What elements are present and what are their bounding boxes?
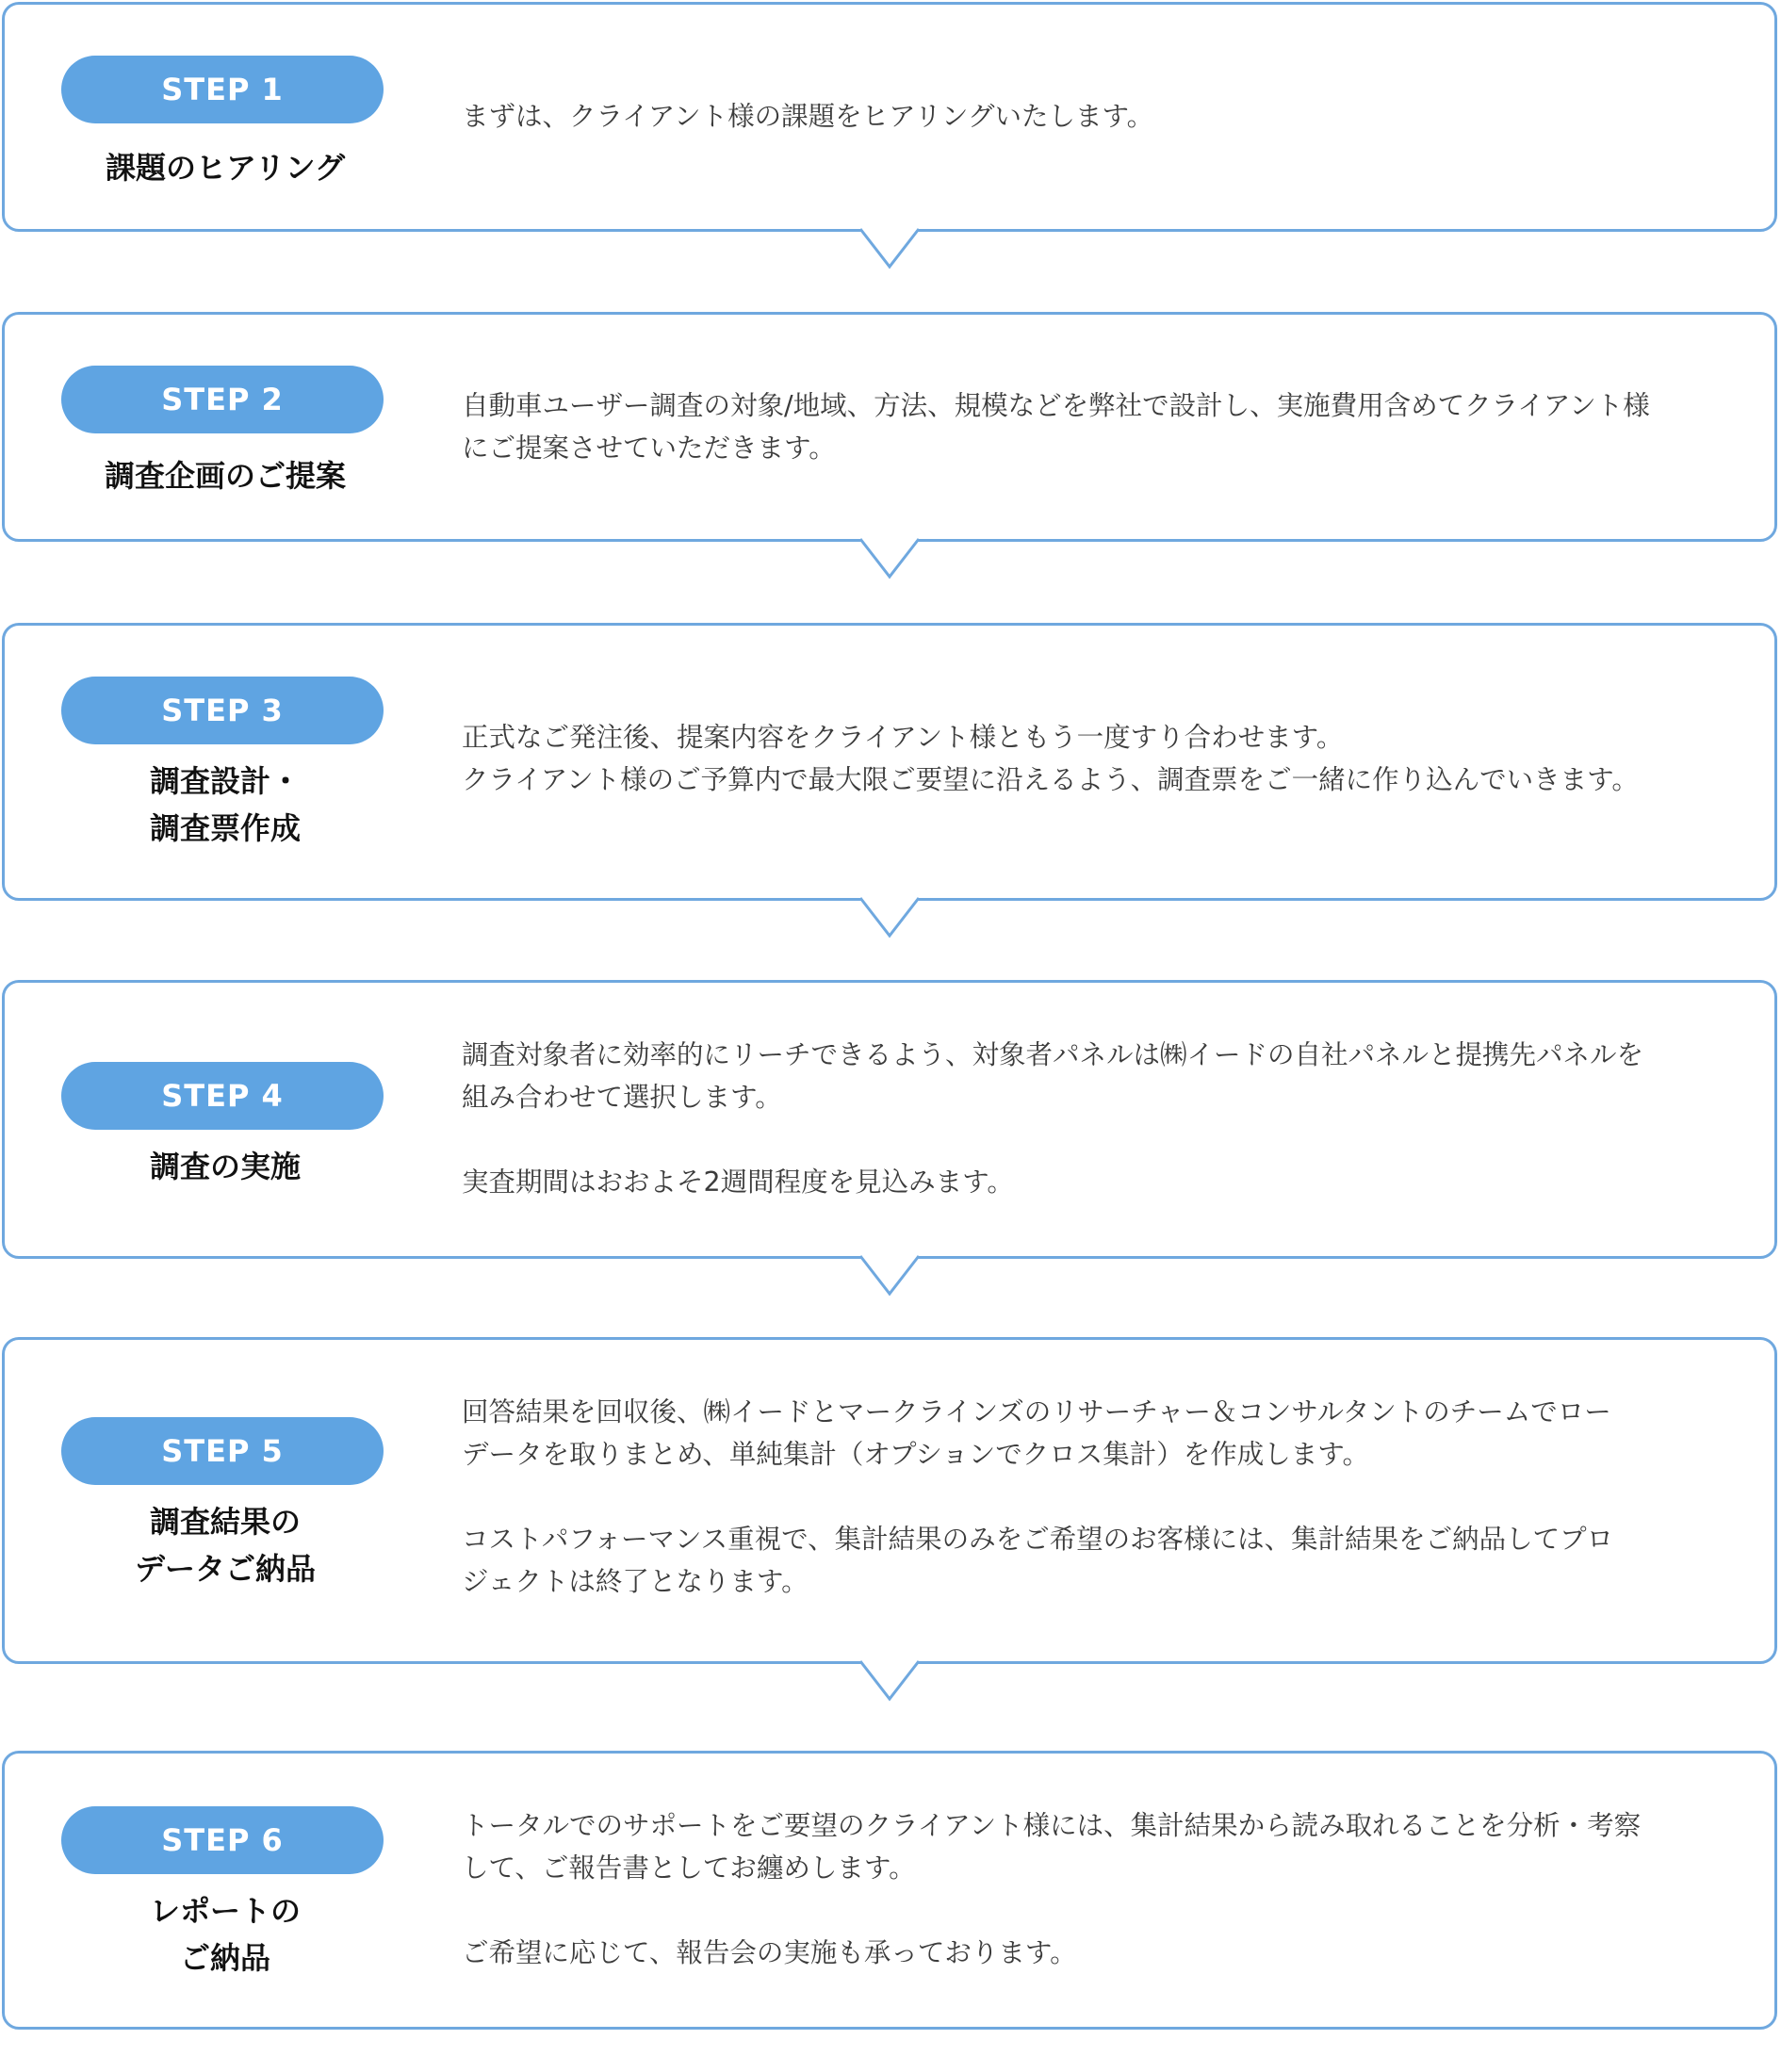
description-line: トータルでのサポートをご要望のクライアント様には、集計結果から読み取れることを分析・考察: [462, 1810, 1642, 1841]
step-card-1: [2, 2, 1777, 232]
description-line: クライアント様のご予算内で最大限ご要望に沿えるよう、調査票をご一緒に作り込んでいきます。: [462, 764, 1639, 795]
step-description: [462, 384, 1724, 469]
step-badge: STEP 5: [61, 1417, 384, 1485]
down-arrow-notch: [860, 539, 919, 579]
description-line: データを取りまとめ、単純集計（オプションでクロス集計）を作成します。: [462, 1439, 1370, 1470]
step-title: [5, 1498, 446, 1592]
step-card-6: [2, 1751, 1777, 2030]
step-title-line: データご納品: [134, 1551, 316, 1587]
description-line: ジェクトは終了となります。: [462, 1566, 809, 1597]
step-description: [462, 716, 1724, 801]
step-title-line: 調査設計・: [149, 763, 301, 799]
description-paragraph: [462, 1932, 1724, 1974]
step-header: [5, 315, 446, 539]
step-card-4: [2, 980, 1777, 1259]
step-badge: STEP 3: [61, 677, 384, 744]
step-badge: STEP 4: [61, 1062, 384, 1130]
step-title-line: 調査の実施: [149, 1149, 301, 1184]
description-paragraph: [462, 716, 1724, 801]
step-header: [5, 626, 446, 898]
step-card-2: [2, 312, 1777, 542]
step-header: [5, 1754, 446, 2027]
step-card-3: [2, 623, 1777, 901]
down-arrow-notch: [860, 1661, 919, 1702]
description-line: まずは、クライアント様の課題をヒアリングいたします。: [462, 101, 1154, 132]
step-title: [5, 1887, 446, 1982]
description-line: ご希望に応じて、報告会の実施も承っております。: [462, 1937, 1077, 1968]
description-line: 実査期間はおおよそ2週間程度を見込みます。: [462, 1167, 1014, 1198]
step-description: [462, 1804, 1724, 1974]
description-line: 組み合わせて選択します。: [462, 1082, 782, 1113]
description-paragraph: [462, 1034, 1724, 1118]
step-title-line: 調査票作成: [149, 810, 301, 846]
step-title-line: 課題のヒアリング: [105, 150, 346, 186]
step-description: [462, 95, 1724, 138]
step-badge: STEP 6: [61, 1806, 384, 1874]
down-arrow-notch: [860, 229, 919, 269]
step-description: [462, 1034, 1724, 1203]
step-description: [462, 1391, 1724, 1603]
description-paragraph: [462, 1161, 1724, 1203]
step-title: [5, 452, 446, 499]
step-title-line: レポートの: [149, 1893, 301, 1929]
description-paragraph: [462, 1804, 1724, 1889]
description-paragraph: [462, 95, 1724, 138]
step-header: [5, 1340, 446, 1661]
step-title: [5, 144, 446, 191]
step-title: [5, 1143, 446, 1190]
step-badge: STEP 2: [61, 366, 384, 433]
step-badge: STEP 1: [61, 56, 384, 123]
description-paragraph: [462, 1518, 1724, 1603]
down-arrow-notch: [860, 1256, 919, 1297]
step-header: [5, 983, 446, 1256]
description-line: コストパフォーマンス重視で、集計結果のみをご希望のお客様には、集計結果をご納品してプロ: [462, 1524, 1614, 1555]
step-title-line: 調査企画のご提案: [104, 458, 346, 494]
description-line: 正式なご発注後、提案内容をクライアント様ともう一度すり合わせます。: [462, 722, 1344, 753]
step-title-line: 調査結果の: [149, 1504, 301, 1540]
step-title-line: ご納品: [179, 1940, 270, 1976]
description-line: 自動車ユーザー調査の対象/地域、方法、規模などを弊社で設計し、実施費用含めてクライアント様: [462, 390, 1650, 421]
step-card-5: [2, 1337, 1777, 1664]
description-line: にご提案させていただきます。: [462, 432, 836, 464]
description-line: して、ご報告書としてお纏めします。: [462, 1852, 916, 1884]
description-paragraph: [462, 384, 1724, 469]
step-title: [5, 758, 446, 852]
description-line: 回答結果を回収後、㈱イードとマークラインズのリサーチャー＆コンサルタントのチームでロー: [462, 1396, 1611, 1428]
description-paragraph: [462, 1391, 1724, 1476]
down-arrow-notch: [860, 898, 919, 938]
step-header: [5, 5, 446, 229]
description-line: 調査対象者に効率的にリーチできるよう、対象者パネルは㈱イードの自社パネルと提携先パネルを: [462, 1039, 1644, 1070]
